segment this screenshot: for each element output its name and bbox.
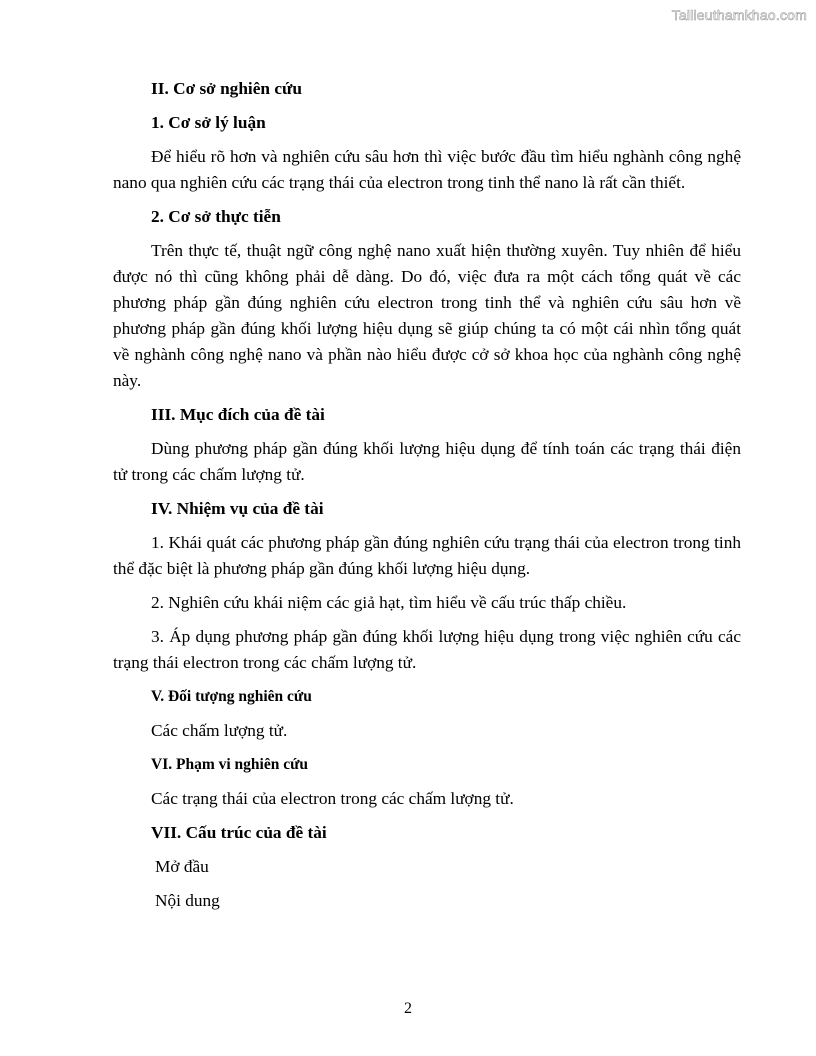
section-heading-research-basis: II. Cơ sở nghiên cứu [151, 79, 302, 98]
paragraph-purpose: Dùng phương pháp gần đúng khối lượng hiệu dụng để tính toán các trạng thái điện tử trong các chấm lượng tử. [113, 439, 741, 484]
section-heading-research-object: V. Đối tượng nghiên cứu [151, 688, 312, 705]
task-item: 1. Khái quát các phương pháp gần đúng nghiên cứu trạng thái của electron trong tinh thể đặc biệt là phương pháp gần đúng khối lượng hiệu dụng. [113, 533, 741, 578]
paragraph-research-object: Các chấm lượng tử. [151, 721, 288, 740]
watermark-text: Tailieuthamkhao.com [671, 7, 807, 23]
section-heading-tasks: IV. Nhiệm vụ của đề tài [151, 499, 324, 518]
subsection-heading-theoretical-basis: 1. Cơ sở lý luận [151, 113, 266, 132]
paragraph-practical-basis: Trên thực tế, thuật ngữ công nghệ nano xuất hiện thường xuyên. Tuy nhiên để hiểu được nó thì cũng không phải dễ dàng. Do đó, việc đưa ra một cách tổng quát về các phương pháp gần đúng nghiên cứu electron trong tinh thể và nghiên cứu sâu hơn về phương pháp gần đúng khối lượng hiệu dụng sẽ giúp chúng ta có một cái nhìn tổng quát về nghành công nghệ nano và phần nào hiểu được cở sở khoa học của nghành công nghệ này. [113, 241, 741, 390]
task-item: 3. Áp dụng phương pháp gần đúng khối lượng hiệu dụng trong việc nghiên cứu các trạng thái electron trong các chấm lượng tử. [113, 627, 741, 672]
page-number: 2 [404, 1000, 412, 1017]
document-body [113, 76, 741, 922]
task-item: 2. Nghiên cứu khái niệm các giả hạt, tìm hiểu về cấu trúc thấp chiều. [151, 593, 627, 612]
section-heading-research-scope: VI. Phạm vi nghiên cứu [151, 756, 309, 773]
section-heading-purpose: III. Mục đích của đề tài [151, 405, 325, 424]
paragraph-research-scope: Các trạng thái của electron trong các chấm lượng tử. [151, 789, 514, 808]
subsection-heading-practical-basis: 2. Cơ sở thực tiễn [151, 207, 281, 226]
section-heading-structure: VII. Cấu trúc của đề tài [151, 823, 327, 842]
paragraph-theoretical-basis: Để hiểu rõ hơn và nghiên cứu sâu hơn thì việc bước đầu tìm hiểu nghành công nghệ nano qua nghiên cứu các trạng thái của electron trong tinh thể nano là rất cần thiết. [113, 147, 741, 192]
structure-item: Mở đầu [155, 857, 209, 876]
structure-item: Nội dung [155, 891, 220, 910]
